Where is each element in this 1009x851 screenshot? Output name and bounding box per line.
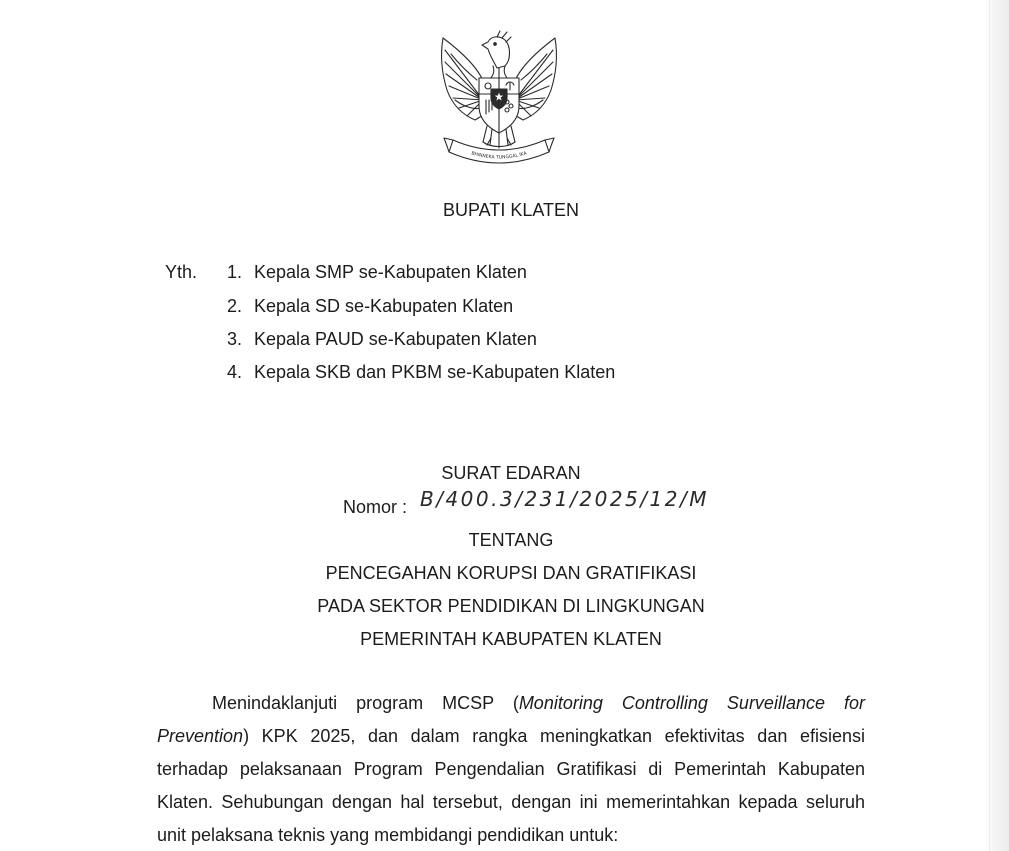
body-line: Klaten. Sehubungan dengan hal tersebut, dengan ini memerintahkan kepada seluruh [157, 792, 865, 812]
addressee-number: 2. [226, 296, 242, 316]
scan-edge-line [989, 0, 990, 851]
salutation: Yth. [165, 262, 198, 282]
addressee-item: Kepala PAUD se-Kabupaten Klaten [254, 329, 537, 349]
about-label: TENTANG [468, 530, 554, 550]
subject-line: PADA SEKTOR PENDIDIKAN DI LINGKUNGAN [317, 596, 705, 616]
body-italic-text: Monitoring Controlling Surveillance for [518, 693, 865, 713]
subject-line: PEMERINTAH KABUPATEN KLATEN [360, 629, 662, 649]
addressee-item: Kepala SMP se-Kabupaten Klaten [254, 262, 527, 282]
addressee-item: Kepala SD se-Kabupaten Klaten [254, 296, 514, 316]
body-line [157, 725, 865, 747]
letter-type: SURAT EDARAN [441, 463, 581, 483]
garuda-emblem [437, 28, 561, 164]
handwritten-letter-number: B/400.3/231/2025/12/M [420, 487, 709, 511]
body-line: terhadap pelaksanaan Program Pengendalian Gratifikasi di Pemerintah Kabupaten [157, 759, 865, 779]
garuda-head [482, 31, 511, 80]
body-italic-text: Prevention [157, 726, 244, 746]
body-line: unit pelaksana teknis yang membidangi pendidikan untuk: [157, 825, 619, 845]
addressee-number: 4. [226, 362, 242, 382]
motto-text: BHINNEKA TUNGGAL IKA [470, 151, 528, 161]
addressee-item: Kepala SKB dan PKBM se-Kabupaten Klaten [254, 362, 616, 382]
body-text: ) KPK 2025, dan dalam rangka meningkatkan efektivitas dan efisiensi [243, 726, 865, 746]
number-label: Nomor : [343, 497, 408, 517]
issuer-title: BUPATI KLATEN [442, 200, 580, 220]
addressee-number: 3. [226, 329, 242, 349]
body-text: Menindaklanjuti program MCSP ( [212, 693, 519, 713]
subject-line: PENCEGAHAN KORUPSI DAN GRATIFIKASI [325, 563, 697, 583]
addressee-number: 1. [226, 262, 242, 282]
shield [479, 78, 519, 133]
body-line [157, 692, 865, 714]
garuda-emblem-drawing [437, 28, 561, 164]
